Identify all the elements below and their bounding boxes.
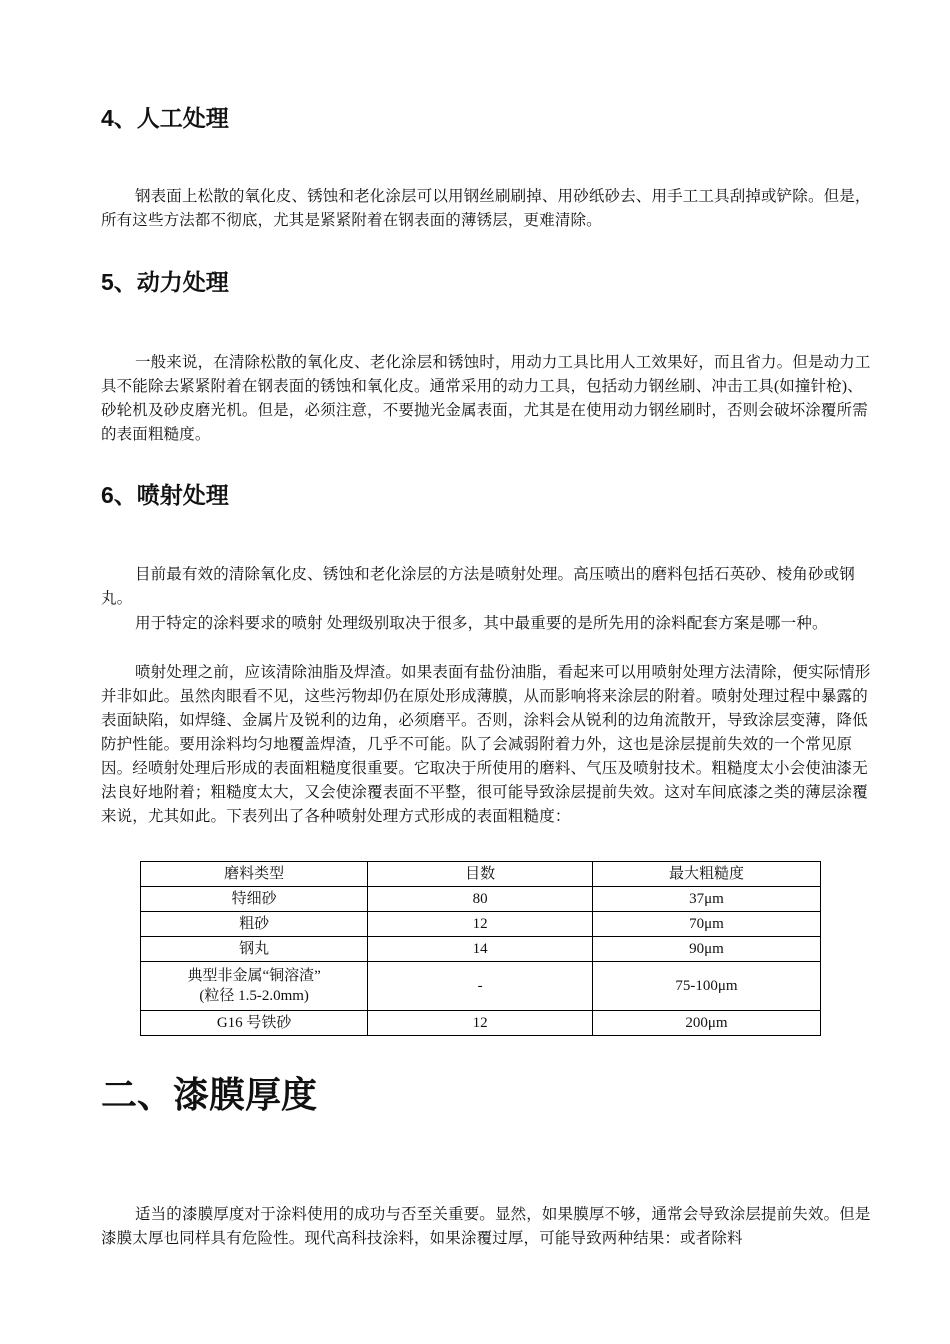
- table-cell: -: [368, 962, 593, 1011]
- table-cell: 12: [368, 912, 593, 937]
- paragraph-blast-3: 喷射处理之前，应该清除油脂及焊渣。如果表面有盐份油脂，看起来可以用喷射处理方法清除，便实际情形并非如此。虽然肉眼看不见，这些污物却仍在原处形成薄膜，从而影响将来涂层的附着。喷射处理过程中暴露的表面缺陷，如焊缝、金属片及锐利的边角，必须磨平。否则，涂料会从锐利的边角流散开，导致涂层变薄，降低防护性能。要用涂料均匀地覆盖焊渣，几乎不可能。队了会减弱附着力外，这也是涂层提前失效的一个常见原因。经喷射处理后形成的表面粗糙度很重要。它取决于所使用的磨料、气压及喷射技术。粗糙度太小会使油漆无法良好地附着；粗糙度太大，又会使涂覆表面不平整，很可能导致涂层提前失效。这对车间底漆之类的薄层涂覆来说，尤其如此。下表列出了各种喷射处理方式形成的表面粗糙度：: [101, 664, 871, 825]
- table-header-cell: 目数: [368, 862, 593, 887]
- table-cell: 粗砂: [141, 912, 368, 937]
- table-cell: 90μm: [593, 937, 821, 962]
- paragraph-power: 一般来说，在清除松散的氧化皮、老化涂层和锈蚀时，用动力工具比用人工效果好，而且省力。但是动力工具不能除去紧紧附着在钢表面的锈蚀和氧化皮。通常采用的动力工具，包括动力钢丝刷、冲击工具(如撞针枪)、砂轮机及砂皮磨光机。但是，必须注意，不要抛光金属表面，尤其是在使用动力钢丝刷时，否则会破坏涂覆所需的表面粗糙度。: [101, 354, 871, 443]
- table-row: [141, 937, 821, 962]
- table-cell: 钢丸: [141, 937, 368, 962]
- table-row: [141, 887, 821, 912]
- table-cell: [141, 962, 368, 1011]
- table-header-row: [141, 862, 821, 887]
- paragraph-blast-1: 目前最有效的清除氧化皮、锈蚀和老化涂层的方法是喷射处理。高压喷出的磨料包括石英砂、棱角砂或钢丸。: [101, 566, 855, 607]
- paragraph-blast-2: 用于特定的涂料要求的喷射 处理级别取决于很多，其中最重要的是所先用的涂料配套方案是哪一种。: [135, 615, 828, 632]
- table-cell: 12: [368, 1011, 593, 1036]
- section-heading-power: 5、动力处理: [101, 269, 229, 295]
- table-row: [141, 912, 821, 937]
- table-row: [141, 962, 821, 1011]
- paragraph-manual: 钢表面上松散的氧化皮、锈蚀和老化涂层可以用钢丝刷刷掉、用砂纸砂去、用手工工具刮掉或铲除。但是，所有这些方法都不彻底，尤其是紧紧附着在钢表面的薄锈层，更难清除。: [101, 188, 871, 229]
- section-heading-blast: 6、喷射处理: [101, 482, 229, 508]
- table-cell-line: 典型非金属“铜溶渣”: [187, 968, 321, 984]
- table-cell: 14: [368, 937, 593, 962]
- table-header-cell: 磨料类型: [141, 862, 368, 887]
- paragraph-film-thickness: 适当的漆膜厚度对于涂料使用的成功与否至关重要。显然，如果膜厚不够，通常会导致涂层提前失效。但是漆膜太厚也同样具有危险性。现代高科技涂料，如果涂覆过厚，可能导致两种结果：或者除料: [101, 1206, 871, 1247]
- roughness-table: [140, 861, 821, 1036]
- table-header-cell: 最大粗糙度: [593, 862, 821, 887]
- table-cell: 75-100μm: [593, 962, 821, 1011]
- table-cell-line: (粒径 1.5-2.0mm): [199, 988, 309, 1004]
- table-cell: 37μm: [593, 887, 821, 912]
- section-heading-manual: 4、人工处理: [101, 105, 229, 131]
- table-cell: G16 号铁砂: [141, 1011, 368, 1036]
- table-cell: 80: [368, 887, 593, 912]
- table-row: [141, 1011, 821, 1036]
- table-cell: 200μm: [593, 1011, 821, 1036]
- table-cell: 特细砂: [141, 887, 368, 912]
- chapter-heading-film-thickness: 二、漆膜厚度: [101, 1074, 318, 1115]
- table-cell: 70μm: [593, 912, 821, 937]
